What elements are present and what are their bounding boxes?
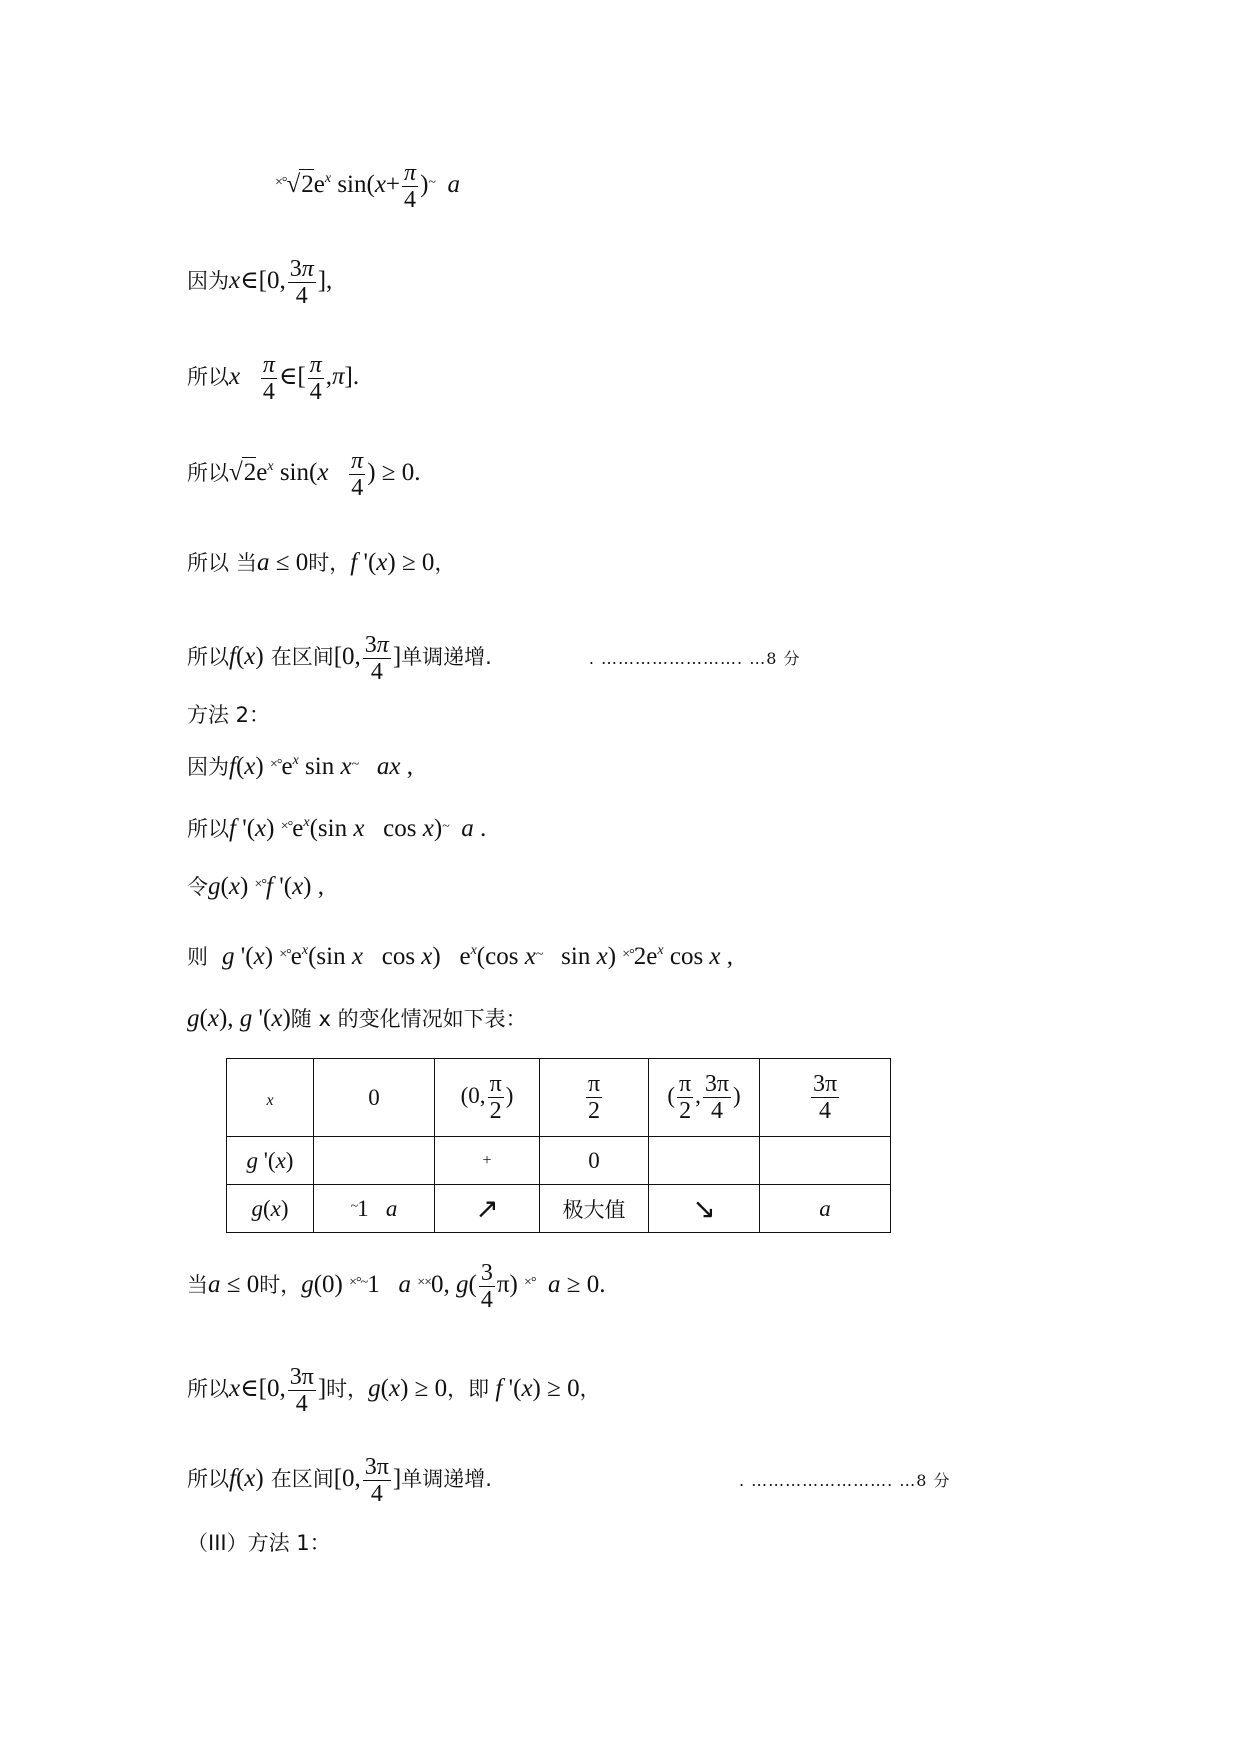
table-cell: g '(x)	[227, 1137, 314, 1185]
formula-line-12: 当a ≤ 0时，g(0) ×°~1 a ××0, g( $\frac{3}{4}$ π) ×° a ≥ 0.	[187, 1260, 606, 1313]
formula-line-2: 因为x∈[0, $\frac{3\pi}{4}$ ],	[187, 256, 333, 309]
formula-line-5: 所以 当a ≤ 0时，f '(x) ≥ 0，	[187, 549, 456, 576]
table-cell: $\frac{\pi}{2}$	[540, 1059, 649, 1137]
table-cell: a	[760, 1185, 891, 1233]
table-cell	[760, 1137, 891, 1185]
table-cell: ( $\frac{\pi}{2}$ , $\frac{3\pi}{4}$ )	[649, 1059, 760, 1137]
formula-line-10: 则 g '(x) $^{\times^\circ}e^x(\sin$ x cos x) $e^x(\cos$ x~ sin x) $^{\times^\circ}2e^x$ cos x ,	[187, 943, 734, 970]
table-cell: $\frac{3\pi}{4}$	[760, 1059, 891, 1137]
formula-line-6: 所以f(x) 在区间[0, $\frac{3\pi}{4}$ ]单调递增. . ……………………. …8 分	[187, 632, 801, 685]
part-3-label: （III）方法 1：	[187, 1531, 331, 1555]
formula-line-11: g(x), g '(x)随 x 的变化情况如下表：	[187, 1005, 527, 1032]
table-cell	[649, 1137, 760, 1185]
table-cell: 0	[540, 1137, 649, 1185]
formula-line-8: 所以f '(x) $^{\times^\circ}e^x(\sin$ x cos x)~ a .	[187, 815, 487, 842]
table-cell: g(x)	[227, 1185, 314, 1233]
table-cell: ~1 a	[314, 1185, 435, 1233]
table-row	[227, 1059, 891, 1137]
table-row	[227, 1185, 891, 1233]
table-cell: 极大值	[540, 1185, 649, 1233]
increasing-arrow-icon: ↗	[435, 1185, 540, 1233]
table-row	[227, 1137, 891, 1185]
method-2-label: 方法 2：	[187, 703, 271, 727]
table-cell	[314, 1137, 435, 1185]
formula-line-1: $^{\times^\circ}√2e^x$ sin(x+ $\frac{\pi}{4}$ )~ a	[275, 160, 460, 213]
table-cell: 0	[314, 1059, 435, 1137]
table-cell: x	[227, 1059, 314, 1137]
table-cell: +	[435, 1137, 540, 1185]
formula-line-13: 所以x∈[0, $\frac{3\pi}{4}$ ]时，g(x) ≥ 0，即 f '(x) ≥ 0，	[187, 1364, 601, 1417]
formula-line-9: 令g(x) ×°f '(x) ,	[187, 873, 324, 900]
decreasing-arrow-icon: ↘	[649, 1185, 760, 1233]
formula-line-14: 所以f(x) 在区间[0, $\frac{3\pi}{4}$ ]单调递增. . ……………………. …8 分	[187, 1454, 951, 1507]
variation-table	[226, 1058, 891, 1233]
formula-line-3: 所以x $\frac{\pi}{4}$ ∈[ $\frac{\pi}{4}$ ,π].	[187, 352, 360, 405]
formula-line-7: 因为f(x) $^{\times^\circ}e^x$ sin x~ ax ,	[187, 753, 414, 780]
table-cell: (0, $\frac{\pi}{2}$ )	[435, 1059, 540, 1137]
formula-line-4: 所以$√2e^x$ sin(x $\frac{\pi}{4}$ ) ≥ 0.	[187, 448, 421, 501]
